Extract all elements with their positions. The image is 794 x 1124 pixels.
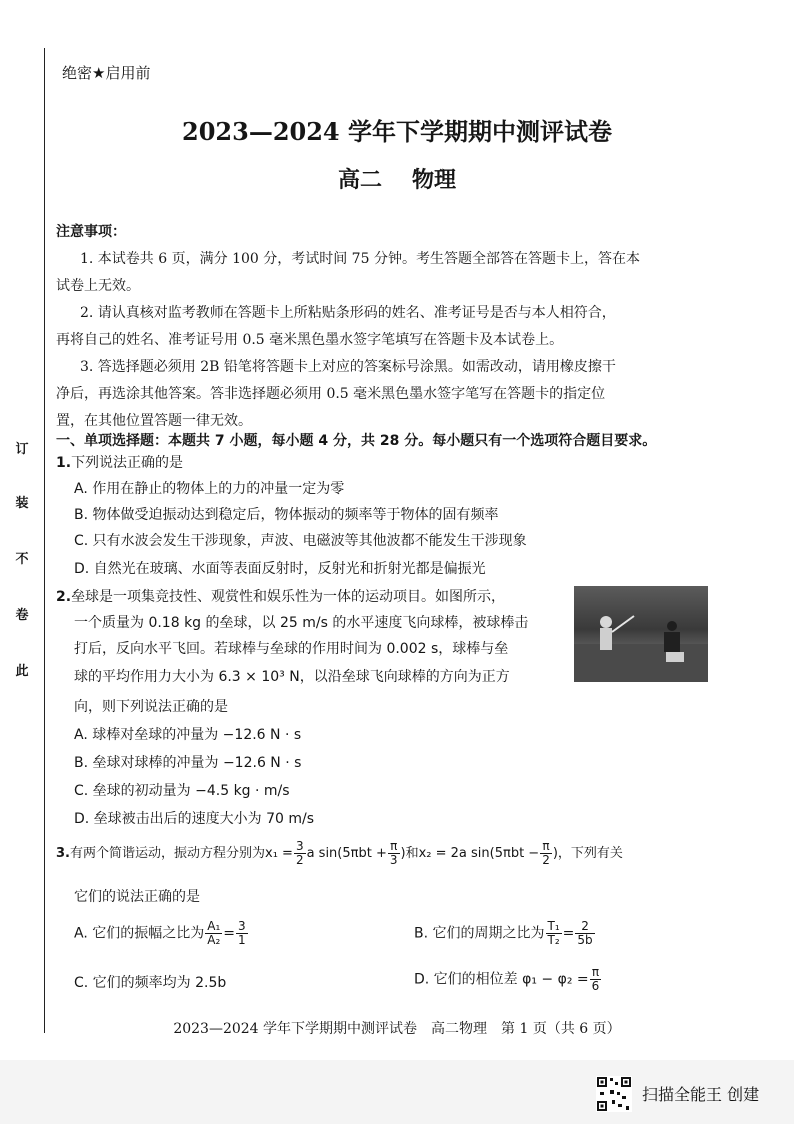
q3-option-b — [414, 920, 596, 947]
q3-x1-expression: a sin(5πbt + — [306, 846, 387, 861]
frac-numerator: A₁ — [207, 919, 221, 933]
softball-players-illustration — [574, 586, 708, 682]
q3-stem-line1 — [56, 840, 623, 867]
q3-x2-close: )，下列有关 — [552, 846, 623, 861]
frac-numerator: π — [540, 840, 552, 854]
binding-margin-line — [44, 48, 45, 1033]
frac-denominator: 3 — [389, 853, 398, 867]
section-heading: 一、单项选择题：本题共 7 小题，每小题 4 分，共 28 分。每小题只有一个选项符合题目要求。 — [56, 433, 657, 449]
scanner-watermark: 扫描全能王 创建 — [642, 1085, 760, 1104]
notes-line: 净后，再选涂其他答案。答非选择题必须用 0.5 毫米黑色墨水签字笔写在答题卡的指定位 — [56, 386, 606, 402]
q3-x2-phase — [540, 840, 552, 867]
q3-x1-phase — [388, 840, 400, 867]
frac-denominator: 2 — [295, 853, 304, 867]
subject-label: 物理 — [412, 167, 457, 193]
notes-line: 3. 答选择题必须用 2B 铅笔将答题卡上对应的答案标号涂黑。如需改动，请用橡皮擦干 — [80, 359, 616, 375]
side-char-4: 卷 — [15, 608, 29, 623]
notes-heading: 注意事项： — [56, 224, 126, 240]
equals-sign: = — [223, 925, 235, 942]
side-char-3: 不 — [15, 552, 29, 567]
q1-option-c: C. 只有水波会发生干涉现象，声波、电磁波等其他波都不能发生干涉现象 — [74, 533, 527, 549]
q3-number: 3. — [56, 846, 70, 861]
q3-x1-close: ) — [400, 846, 406, 861]
grade-label: 高二 — [337, 167, 382, 193]
q2-stem-line4: 球的平均作用力大小为 6.3 × 10³ N，以沿垒球飞向球棒的方向为正方 — [74, 669, 510, 685]
q1-stem-text: 下列说法正确的是 — [71, 455, 184, 471]
q2-stem-line1 — [56, 586, 505, 606]
notes-line: 置，在其他位置答题一律无效。 — [56, 413, 252, 429]
frac-denominator: 5b — [577, 933, 593, 947]
q2-option-d: D. 垒球被击出后的速度大小为 70 m/s — [74, 811, 315, 827]
q3-x2-expression: x₂ = 2a sin(5πbt − — [418, 846, 540, 861]
side-char-1: 订 — [15, 442, 29, 457]
q2-stem-text: 垒球是一项集竞技性、观赏性和娱乐性为一体的运动项目。如图所示， — [71, 589, 506, 605]
frac-denominator: 2 — [542, 853, 550, 867]
frac-denominator: 1 — [238, 933, 246, 947]
side-char-2: 装 — [15, 496, 29, 511]
q1-option-a: A. 作用在静止的物体上的力的冲量一定为零 — [74, 481, 345, 497]
option-text: A. 它们的振幅之比为 — [74, 925, 205, 942]
q1-stem — [56, 452, 183, 472]
option-ratio — [575, 920, 594, 947]
q3-x1-coefficient — [294, 840, 306, 867]
frac-numerator: 3 — [295, 839, 304, 853]
notes-line: 试卷上无效。 — [56, 278, 140, 294]
frac-numerator: 3 — [238, 919, 246, 933]
q3-stem-text: 有两个简谐运动，振动方程分别为 — [69, 846, 265, 861]
option-fraction — [546, 920, 562, 947]
q3-option-c: C. 它们的频率均为 2.5b — [74, 975, 227, 991]
confidential-label: 绝密★启用前 — [62, 64, 151, 82]
option-text: D. 它们的相位差 φ₁ − φ₂ = — [414, 971, 589, 988]
q2-option-c: C. 垒球的初动量为 −4.5 kg · m/s — [74, 783, 290, 799]
q1-option-d: D. 自然光在玻璃、水面等表面反射时，反射光和折射光都是偏振光 — [74, 561, 486, 577]
option-text: B. 它们的周期之比为 — [414, 925, 545, 942]
q2-number: 2. — [56, 589, 72, 605]
side-char-5: 此 — [15, 664, 29, 679]
q2-option-b: B. 垒球对球棒的冲量为 −12.6 N · s — [74, 755, 302, 771]
q3-option-d — [414, 966, 602, 993]
scanner-bar — [0, 1060, 794, 1124]
frac-denominator: T₂ — [547, 933, 560, 947]
subject-line — [0, 163, 794, 194]
equals-sign: = — [562, 925, 575, 942]
exam-title: 2023—2024 学年下学期期中测评试卷 — [182, 117, 612, 146]
q1-option-b: B. 物体做受迫振动达到稳定后，物体振动的频率等于物体的固有频率 — [74, 507, 499, 523]
option-fraction — [590, 966, 602, 993]
q2-stem-line2: 一个质量为 0.18 kg 的垒球，以 25 m/s 的水平速度飞向球棒，被球棒击 — [74, 615, 529, 631]
q2-option-a: A. 球棒对垒球的冲量为 −12.6 N · s — [74, 727, 302, 743]
frac-numerator: π — [590, 966, 602, 980]
q2-stem-line5: 向，则下列说法正确的是 — [74, 699, 228, 715]
q3-option-a — [74, 920, 249, 947]
frac-numerator: T₁ — [547, 919, 560, 933]
q3-x1-label: x₁ = — [265, 846, 293, 861]
q1-number: 1. — [56, 455, 72, 471]
frac-numerator: 2 — [575, 920, 594, 934]
notes-line: 1. 本试卷共 6 页，满分 100 分，考试时间 75 分钟。考生答题全部答在答题卡上，答在本 — [80, 251, 640, 267]
q2-stem-line3: 打后，反向水平飞回。若球棒与垒球的作用时间为 0.002 s，球棒与垒 — [74, 641, 509, 657]
option-fraction — [205, 920, 222, 947]
frac-denominator: 6 — [591, 979, 600, 993]
frac-denominator: A₂ — [207, 933, 221, 947]
page-footer: 2023—2024 学年下学期期中测评试卷 高二物理 第 1 页（共 6 页） — [173, 1021, 621, 1037]
notes-line: 2. 请认真核对监考教师在答题卡上所粘贴条形码的姓名、准考证号是否与本人相符合， — [80, 305, 616, 321]
softball-photo — [574, 586, 708, 682]
q3-and: 和 — [405, 846, 419, 861]
option-ratio — [236, 920, 248, 947]
frac-numerator: π — [388, 840, 400, 854]
q3-stem-line2: 它们的说法正确的是 — [74, 889, 200, 905]
qr-code-icon — [596, 1076, 632, 1112]
notes-line: 再将自己的姓名、准考证号用 0.5 毫米黑色墨水签字笔填写在答题卡及本试卷上。 — [56, 332, 564, 348]
